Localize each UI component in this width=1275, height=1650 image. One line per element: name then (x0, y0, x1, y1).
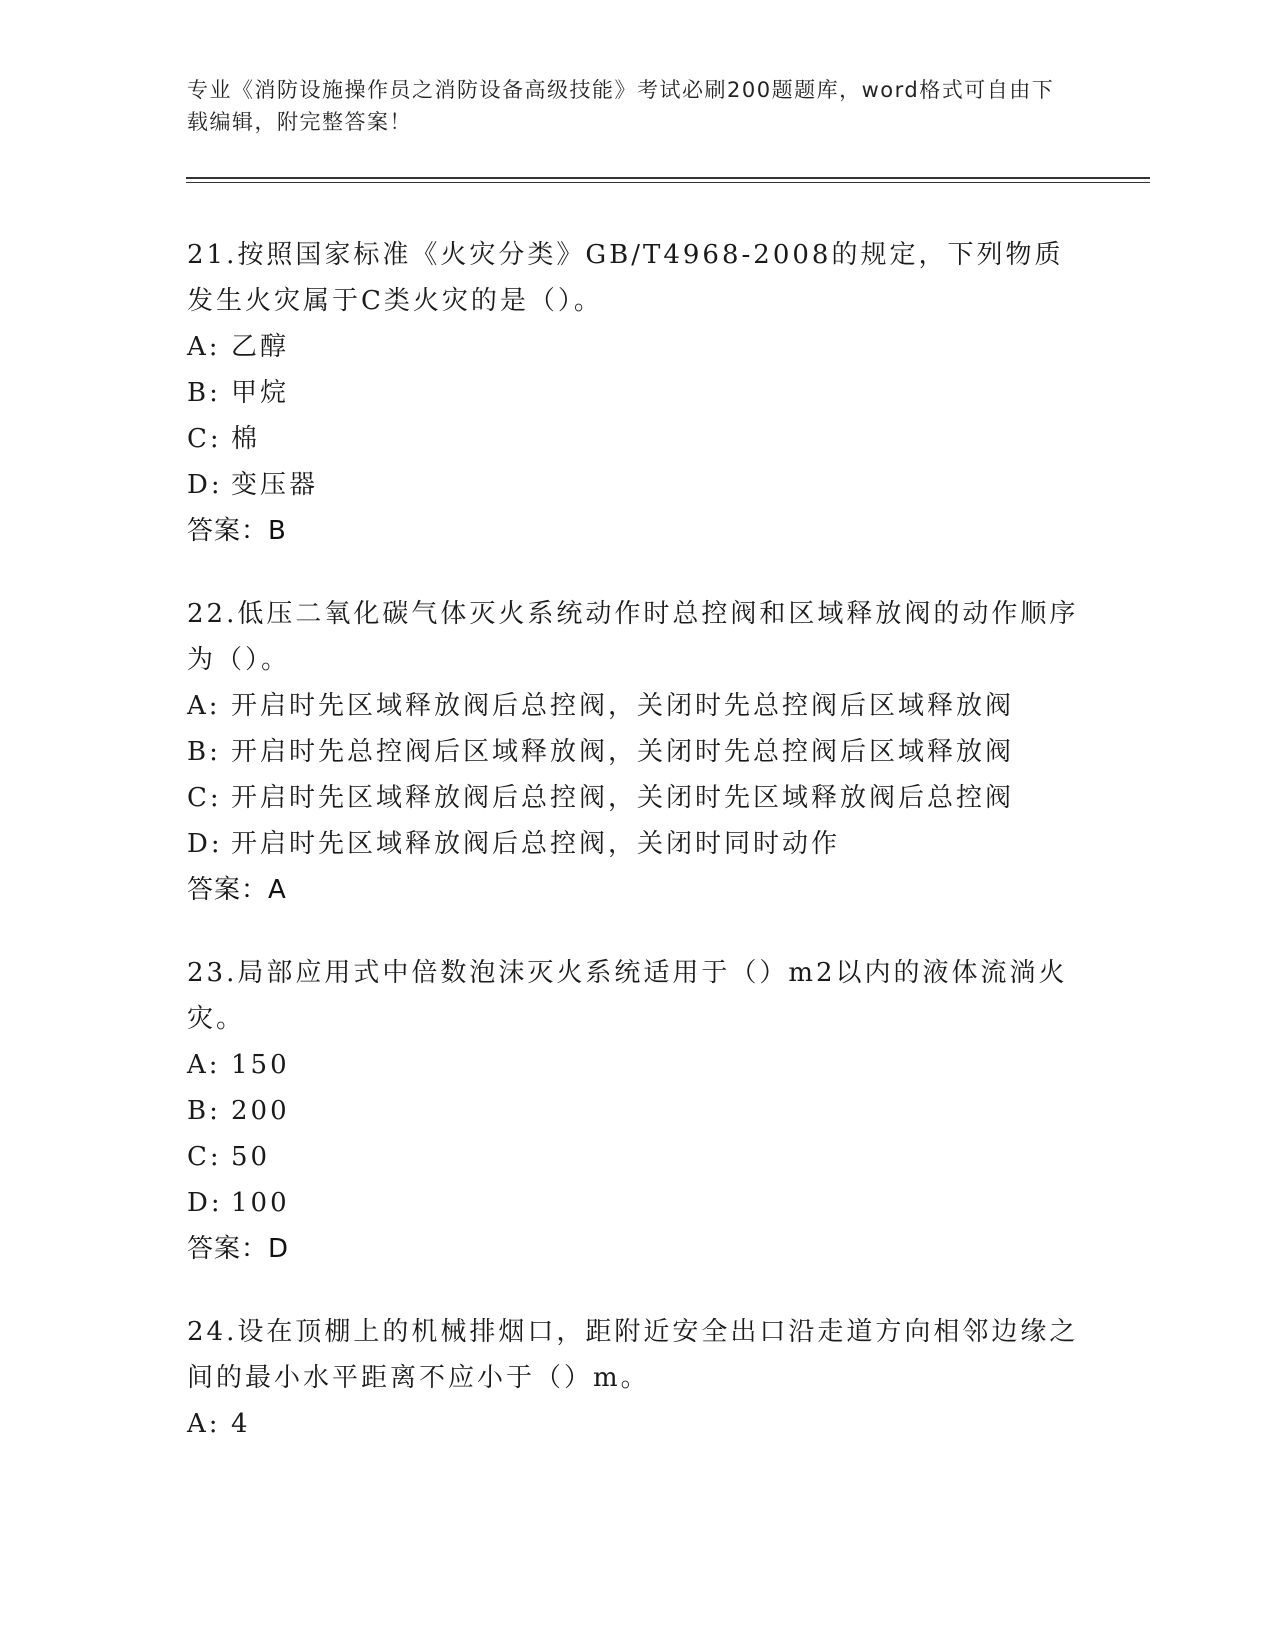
option-key: C: (187, 424, 222, 454)
option-text: 开启时先区域释放阀后总控阀，关闭时同时动作 (231, 829, 841, 859)
option-b (187, 1088, 1087, 1134)
document-header: 专业《消防设施操作员之消防设备高级技能》考试必刷200题题库，word格式可自由下载编辑，附完整答案！ (187, 78, 1055, 134)
option-d (187, 821, 1087, 867)
question-text: 23.局部应用式中倍数泡沫灭火系统适用于（）m2以内的液体流淌火灾。 (187, 958, 1068, 1034)
option-text: 棉 (231, 424, 261, 454)
question-text: 21.按照国家标准《火灾分类》GB/T4968-2008的规定，下列物质发生火灾属于C类火灾的是（）。 (187, 240, 1064, 316)
option-text: 50 (231, 1142, 271, 1172)
option-key: C: (187, 1142, 222, 1172)
option-text: 150 (231, 1050, 290, 1080)
option-key: D: (187, 470, 223, 500)
option-d (187, 1180, 1087, 1226)
option-b (187, 370, 1087, 416)
option-key: A: (187, 1409, 221, 1439)
option-key: A: (187, 1050, 221, 1080)
question-22 (187, 591, 1087, 913)
option-key: C: (187, 783, 222, 813)
option-text: 乙醇 (231, 332, 290, 362)
option-text: 200 (231, 1096, 290, 1126)
option-text: 100 (231, 1188, 290, 1218)
option-a (187, 1042, 1087, 1088)
option-text: 开启时先区域释放阀后总控阀，关闭时先总控阀后区域释放阀 (231, 691, 1015, 721)
question-21 (187, 232, 1087, 554)
answer-label: 答案：B (187, 516, 287, 546)
question-23 (187, 950, 1087, 1272)
question-text: 22.低压二氧化碳气体灭火系统动作时总控阀和区域释放阀的动作顺序为（）。 (187, 599, 1079, 675)
answer-label: 答案：A (187, 875, 287, 905)
header-divider (186, 177, 1150, 179)
option-key: B: (187, 1096, 221, 1126)
option-text: 甲烷 (231, 378, 290, 408)
question-list (187, 232, 1087, 1484)
option-a (187, 683, 1087, 729)
option-text: 开启时先区域释放阀后总控阀，关闭时先区域释放阀后总控阀 (231, 783, 1015, 813)
question-text: 24.设在顶棚上的机械排烟口，距附近安全出口沿走道方向相邻边缘之间的最小水平距离不应小于（）m。 (187, 1317, 1079, 1393)
option-c (187, 775, 1087, 821)
option-c (187, 1134, 1087, 1180)
option-a (187, 1401, 1087, 1447)
option-key: D: (187, 1188, 223, 1218)
answer-label: 答案：D (187, 1234, 290, 1264)
header-divider-thin (186, 182, 1150, 183)
option-c (187, 416, 1087, 462)
option-text: 4 (231, 1409, 251, 1439)
option-d (187, 462, 1087, 508)
option-key: A: (187, 691, 221, 721)
option-text: 变压器 (231, 470, 319, 500)
option-b (187, 729, 1087, 775)
option-a (187, 324, 1087, 370)
option-text: 开启时先总控阀后区域释放阀，关闭时先总控阀后区域释放阀 (231, 737, 1015, 767)
option-key: B: (187, 737, 221, 767)
option-key: B: (187, 378, 221, 408)
question-24 (187, 1309, 1087, 1447)
option-key: D: (187, 829, 223, 859)
option-key: A: (187, 332, 221, 362)
